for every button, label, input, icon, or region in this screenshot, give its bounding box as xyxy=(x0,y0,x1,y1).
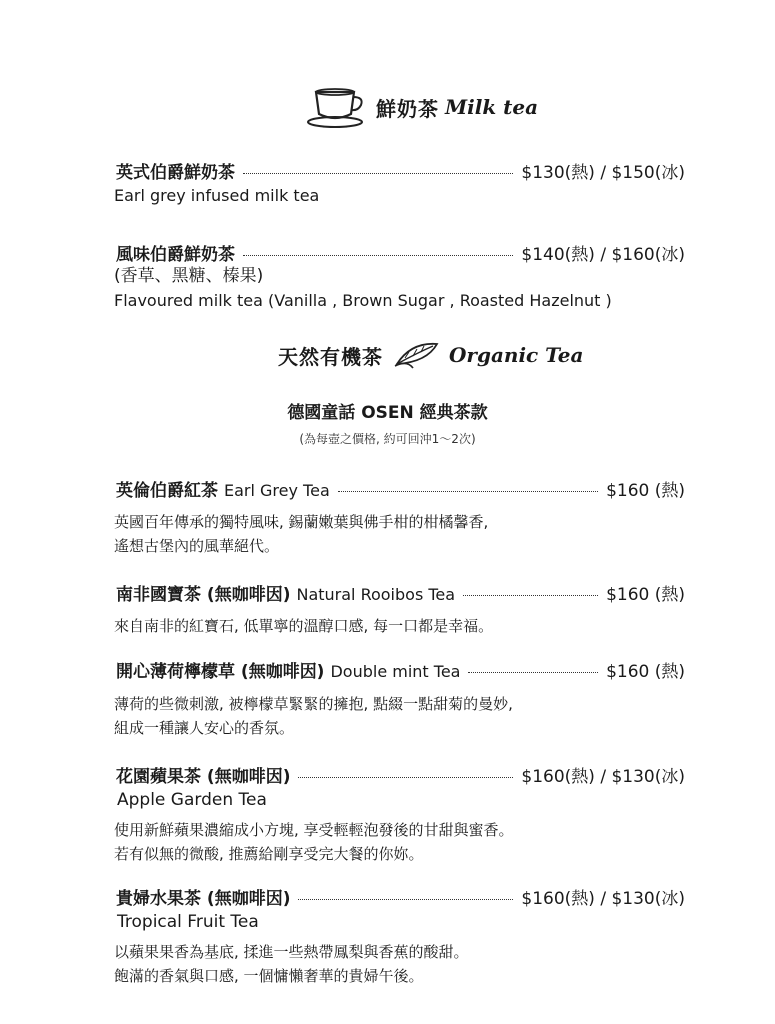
leader-dots xyxy=(468,672,598,673)
menu-item-earl-grey-tea xyxy=(116,476,685,501)
item-price: $160 (熱) xyxy=(606,662,685,682)
coffee-cup-icon xyxy=(306,84,368,130)
organic-tea-header xyxy=(278,340,583,370)
item-desc-zh: (香草、黑糖、榛果) xyxy=(114,266,264,286)
item-name-en: Tropical Fruit Tea xyxy=(117,912,259,932)
item-price: $160(熱) / $130(冰) xyxy=(521,767,685,787)
item-name: 花園蘋果茶 (無咖啡因) xyxy=(116,767,291,787)
leader-dots xyxy=(243,255,513,256)
menu-item-rooibos-tea xyxy=(116,580,685,605)
menu-item-apple-garden-tea xyxy=(116,762,685,787)
item-desc: Earl grey infused milk tea xyxy=(114,186,320,205)
item-desc: 飽滿的香氣與口感, 一個慵懶奢華的貴婦午後。 xyxy=(114,967,424,985)
milk-tea-header xyxy=(306,84,538,130)
item-price: $140(熱) / $160(冰) xyxy=(521,245,685,265)
item-desc: Flavoured milk tea (Vanilla , Brown Sugar , Roasted Hazelnut ) xyxy=(114,291,612,310)
item-name-en: Earl Grey Tea xyxy=(224,481,330,500)
menu-item-tropical-fruit-tea xyxy=(116,884,685,909)
tea-leaf-icon xyxy=(393,340,443,370)
leader-dots xyxy=(463,595,598,596)
item-name: 英式伯爵鮮奶茶 xyxy=(116,163,235,183)
item-name: 風味伯爵鮮奶茶 xyxy=(116,245,235,265)
organic-tea-title-en: Organic Tea xyxy=(449,343,584,367)
item-name-en: Natural Rooibos Tea xyxy=(296,585,456,604)
organic-tea-title-zh: 天然有機茶 xyxy=(278,344,383,369)
item-price: $160 (熱) xyxy=(606,481,685,501)
menu-item-earl-grey-milk-tea xyxy=(116,158,685,183)
milk-tea-title-zh: 鮮奶茶 xyxy=(376,96,439,121)
leader-dots xyxy=(298,899,513,900)
item-name: 英倫伯爵紅茶 xyxy=(116,481,218,501)
leader-dots xyxy=(298,777,513,778)
item-desc: 英國百年傳承的獨特風味, 錫蘭嫩葉與佛手柑的柑橘馨香, xyxy=(114,513,489,531)
item-name-en: Apple Garden Tea xyxy=(117,790,267,810)
menu-item-flavoured-milk-tea xyxy=(116,240,685,265)
item-desc: 若有似無的微酸, 推薦給剛享受完大餐的你妳。 xyxy=(114,845,424,863)
item-desc: 以蘋果果香為基底, 揉進一些熱帶鳳梨與香蕉的酸甜。 xyxy=(114,943,469,961)
item-name-en: Double mint Tea xyxy=(330,662,461,681)
milk-tea-title-en: Milk tea xyxy=(445,95,539,119)
item-price: $160 (熱) xyxy=(606,585,685,605)
item-desc: 使用新鮮蘋果濃縮成小方塊, 享受輕輕泡發後的甘甜與蜜香。 xyxy=(114,821,514,839)
item-price: $160(熱) / $130(冰) xyxy=(521,889,685,909)
menu-item-double-mint-tea xyxy=(116,657,685,682)
item-name: 南非國寶茶 (無咖啡因) xyxy=(116,585,291,605)
leader-dots xyxy=(338,491,598,492)
item-name: 開心薄荷檸檬草 (無咖啡因) xyxy=(116,662,325,682)
item-name: 貴婦水果茶 (無咖啡因) xyxy=(116,889,291,909)
organic-note: (為每壺之價格, 約可回沖1～2次) xyxy=(299,432,476,446)
item-desc: 薄荷的些微刺激, 被檸檬草緊緊的擁抱, 點綴一點甜菊的曼妙, xyxy=(114,695,513,713)
item-price: $130(熱) / $150(冰) xyxy=(521,163,685,183)
item-desc: 來自南非的紅寶石, 低單寧的溫醇口感, 每一口都是幸福。 xyxy=(114,617,494,635)
item-desc: 組成一種讓人安心的香氛。 xyxy=(114,719,295,737)
leader-dots xyxy=(243,173,513,174)
item-desc: 遙想古堡內的風華絕代。 xyxy=(114,537,280,555)
organic-subtitle: 德國童話 OSEN 經典茶款 xyxy=(287,403,488,423)
